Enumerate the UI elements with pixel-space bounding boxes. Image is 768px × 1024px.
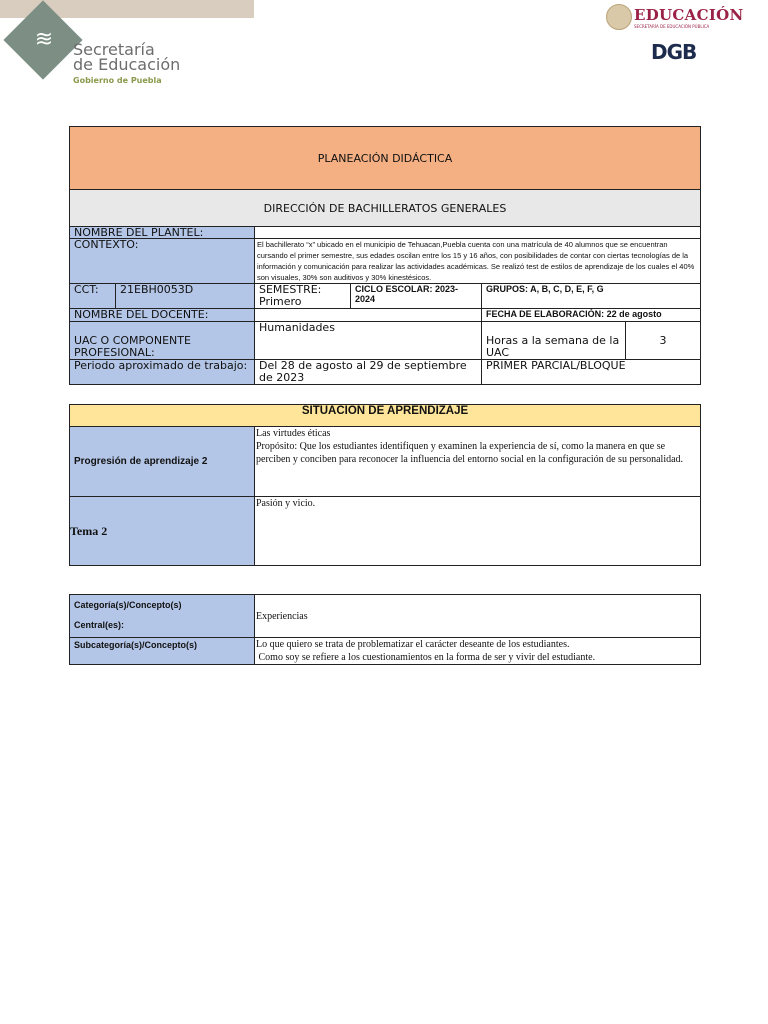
- sep-logo: [604, 0, 744, 66]
- seal-icon: [606, 4, 632, 30]
- ciclo-cell: CICLO ESCOLAR: 2023-2024: [351, 284, 482, 309]
- sub-value: [255, 638, 701, 665]
- progresion-label: Progresión de aprendizaje 2: [70, 427, 255, 497]
- org-name-line3: Gobierno de Puebla: [73, 76, 162, 85]
- sub-value-line1: Lo que quiero se trata de problematizar el carácter deseante de los estudiantes.: [256, 639, 570, 650]
- progresion-title: Las virtudes éticas: [256, 428, 331, 439]
- central-label: [70, 595, 255, 638]
- categorias-table: [69, 594, 701, 665]
- dgb-logo: DGB: [651, 40, 697, 64]
- sub-label: Subcategoría(s)/Concepto(s): [70, 638, 255, 665]
- uac-label: UAC O COMPONENTE PROFESIONAL:: [70, 322, 255, 360]
- secretaria-logo: [0, 0, 254, 92]
- sep-subtitle: SECRETARÍA DE EDUCACIÓN PÚBLICA: [634, 24, 710, 29]
- horas-label: Horas a la semana de la UAC: [482, 322, 626, 360]
- plan-subtitle: DIRECCIÓN DE BACHILLERATOS GENERALES: [70, 190, 701, 227]
- contexto-value: El bachillerato “x” ubicado en el municipio de Tehuacan,Puebla cuenta con una matrícula de 40 alumnos que se encuentran cursando el primer semestre, sus edades oscilan entre los 15 y 16 años, con posibilidades de contar con ciertas tecnologías de la información y comunicación para realizar las actividades académicas. Se realizó test de estilos de aprendizaje de los cuales el 40% son visuales, 30% son auditivos y 30% kinestésicos.: [255, 239, 701, 284]
- central-label-line1: Categoría(s)/Concepto(s): [74, 600, 182, 610]
- sep-title: EDUCACIÓN: [634, 6, 744, 24]
- docente-value: [255, 309, 482, 322]
- grupos-cell: GRUPOS: A, B, C, D, E, F, G: [482, 284, 701, 309]
- periodo-value: Del 28 de agosto al 29 de septiembre de 2023: [255, 360, 482, 385]
- planeacion-table: [69, 126, 701, 385]
- tema-label: Tema 2: [70, 497, 255, 566]
- progresion-value: [255, 427, 701, 497]
- uac-value: Humanidades: [255, 322, 482, 360]
- plan-title: PLANEACIÓN DIDÁCTICA: [70, 127, 701, 190]
- semestre-cell: SEMESTRE: Primero: [255, 284, 351, 309]
- cct-label: CCT:: [70, 284, 116, 309]
- situacion-title: SITUACIÓN DE APRENDIZAJE: [70, 405, 701, 427]
- central-value: Experiencias: [255, 595, 701, 638]
- plantel-value: [255, 227, 701, 239]
- cct-value: 21EBH0053D: [116, 284, 255, 309]
- horas-value: 3: [626, 322, 701, 360]
- fecha-cell: FECHA DE ELABORACIÓN: 22 de agosto: [482, 309, 701, 322]
- progresion-proposito: Propósito: Que los estudiantes identifiquen y examinen la experiencia de sí, como la manera en que se perciben y conciben para reconocer la influencia del entorno social en la configuración de su personalidad.: [256, 441, 684, 465]
- volcano-icon: ≋: [34, 27, 54, 52]
- periodo-label: Periodo aproximado de trabajo:: [70, 360, 255, 385]
- org-name-line2: de Educación: [73, 55, 181, 74]
- sub-value-line2: Como soy se refiere a los cuestionamientos en la forma de ser y vivir del estudiante.: [256, 652, 596, 663]
- org-name-line1: Secretaría: [73, 40, 155, 59]
- central-label-line2: Central(es):: [74, 620, 125, 630]
- tema-value: Pasión y vicio.: [255, 497, 701, 566]
- parcial-cell: PRIMER PARCIAL/BLOQUE: [482, 360, 701, 385]
- plantel-label: NOMBRE DEL PLANTEL:: [70, 227, 255, 239]
- situacion-table: [69, 404, 701, 566]
- docente-label: NOMBRE DEL DOCENTE:: [70, 309, 255, 322]
- contexto-label: CONTEXTO:: [70, 239, 255, 284]
